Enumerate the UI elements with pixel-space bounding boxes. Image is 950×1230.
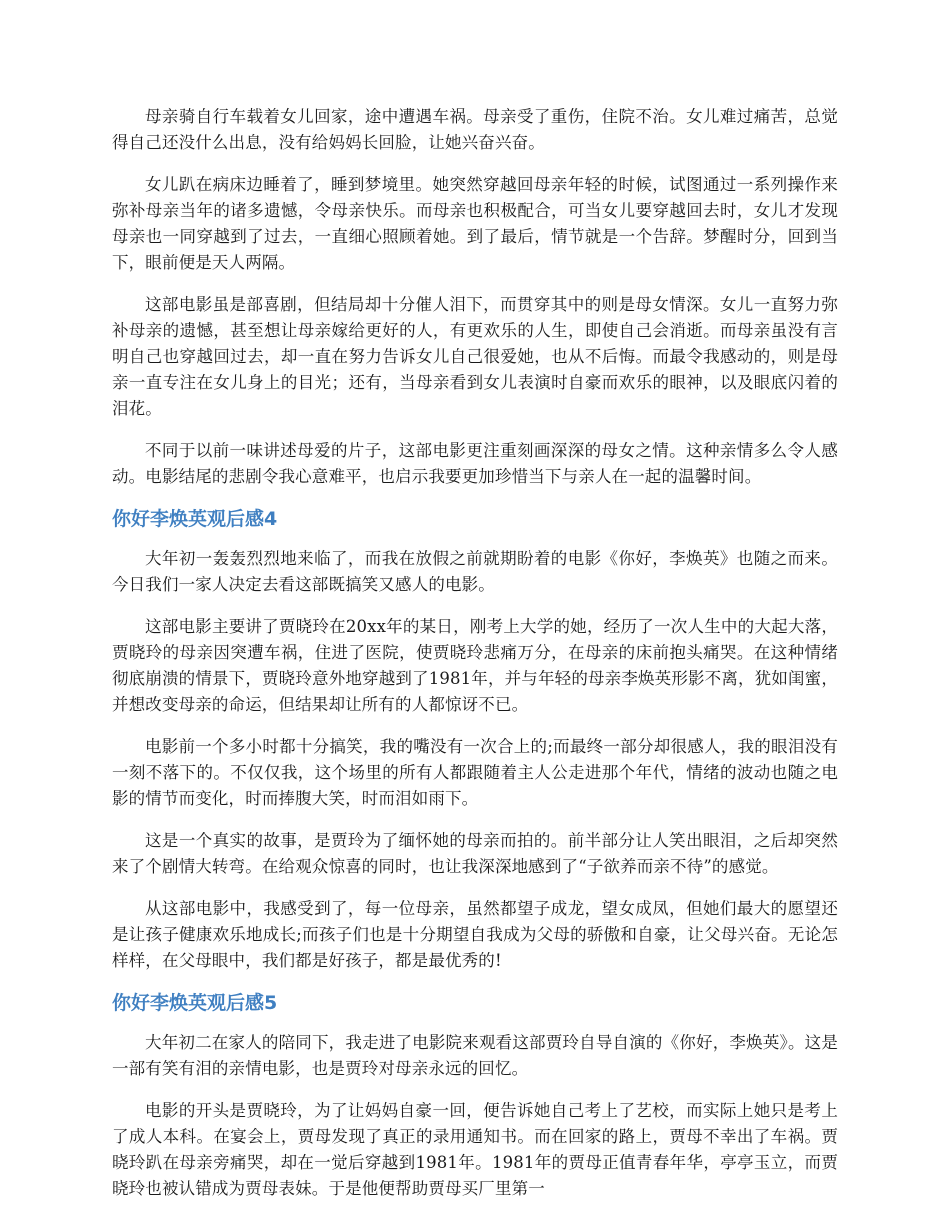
section-4 — [112, 506, 838, 974]
paragraph: 母亲骑自行车载着女儿回家，途中遭遇车祸。母亲受了重伤，住院不治。女儿难过痛苦，总觉得自己还没什么出息，没有给妈妈长回脸，让她兴奋兴奋。 — [112, 107, 838, 152]
paragraph: 从这部电影中，我感受到了，每一位母亲，虽然都望子成龙，望女成凤，但她们最大的愿望还是让孩子健康欢乐地成长;而孩子们也是十分期望自我成为父母的骄傲和自豪，让父母兴奋。无论怎样样，在父母眼中，我们都是好孩子，都是最优秀的! — [112, 899, 838, 970]
paragraph: 这部电影主要讲了贾晓玲在20xx年的某日，刚考上大学的她，经历了一次人生中的大起大落，贾晓玲的母亲因突遭车祸，住进了医院，使贾晓玲悲痛万分，在母亲的床前抱头痛哭。在这种情绪彻底崩溃的情景下，贾晓玲意外地穿越到了1981年，并与年轻的母亲李焕英形影不离，犹如闺蜜，并想改变母亲的命运，但结果却让所有的人都惊讶不已。 — [112, 617, 838, 714]
paragraph: 大年初一轰轰烈烈地来临了，而我在放假之前就期盼着的电影《你好，李焕英》也随之而来。今日我们一家人决定去看这部既搞笑又感人的电影。 — [112, 549, 838, 594]
paragraph: 电影的开头是贾晓玲，为了让妈妈自豪一回，便告诉她自己考上了艺校，而实际上她只是考上了成人本科。在宴会上，贾母发现了真正的录用通知书。而在回家的路上，贾母不幸出了车祸。贾晓玲趴在母亲旁痛哭，却在一觉后穿越到1981年。1981年的贾母正值青春年华，亭亭玉立，而贾晓玲也被认错成为贾母表妹。于是他便帮助贾母买厂里第一 — [112, 1101, 838, 1198]
section-intro — [112, 104, 838, 490]
paragraph: 电影前一个多小时都十分搞笑，我的嘴没有一次合上的;而最终一部分却很感人，我的眼泪没有一刻不落下的。不仅仅我，这个场里的所有人都跟随着主人公走进那个年代，情绪的波动也随之电影的情节而变化，时而捧腹大笑，时而泪如雨下。 — [112, 737, 838, 808]
paragraph: 不同于以前一味讲述母爱的片子，这部电影更注重刻画深深的母女之情。这种亲情多么令人感动。电影结尾的悲剧令我心意难平，也启示我要更加珍惜当下与亲人在一起的温馨时间。 — [112, 441, 838, 486]
paragraph: 这是一个真实的故事，是贾玲为了缅怀她的母亲而拍的。前半部分让人笑出眼泪，之后却突然来了个剧情大转弯。在给观众惊喜的同时，也让我深深地感到了“子欲养而亲不待”的感觉。 — [112, 831, 838, 876]
paragraph: 女儿趴在病床边睡着了，睡到梦境里。她突然穿越回母亲年轻的时候，试图通过一系列操作来弥补母亲当年的诸多遗憾，令母亲快乐。而母亲也积极配合，可当女儿要穿越回去时，女儿才发现母亲也一同穿越到了过去，一直细心照顾着她。到了最后，情节就是一个告辞。梦醒时分，回到当下，眼前便是天人两隔。 — [112, 175, 838, 272]
paragraph: 这部电影虽是部喜剧，但结局却十分催人泪下，而贯穿其中的则是母女情深。女儿一直努力弥补母亲的遗憾，甚至想让母亲嫁给更好的人，有更欢乐的人生，即使自己会消逝。而母亲虽没有言明自己也穿越回过去，却一直在努力告诉女儿自己很爱她，也从不后悔。而最令我感动的，则是母亲一直专注在女儿身上的目光；还有，当母亲看到女儿表演时自豪而欢乐的眼神，以及眼底闪着的泪花。 — [112, 295, 838, 418]
section-heading: 你好李焕英观后感5 — [112, 992, 278, 1014]
paragraph: 大年初二在家人的陪同下，我走进了电影院来观看这部贾玲自导自演的《你好，李焕英》。这是一部有笑有泪的亲情电影，也是贾玲对母亲永远的回忆。 — [112, 1033, 838, 1078]
section-heading: 你好李焕英观后感4 — [112, 508, 278, 530]
section-5 — [112, 990, 838, 1202]
